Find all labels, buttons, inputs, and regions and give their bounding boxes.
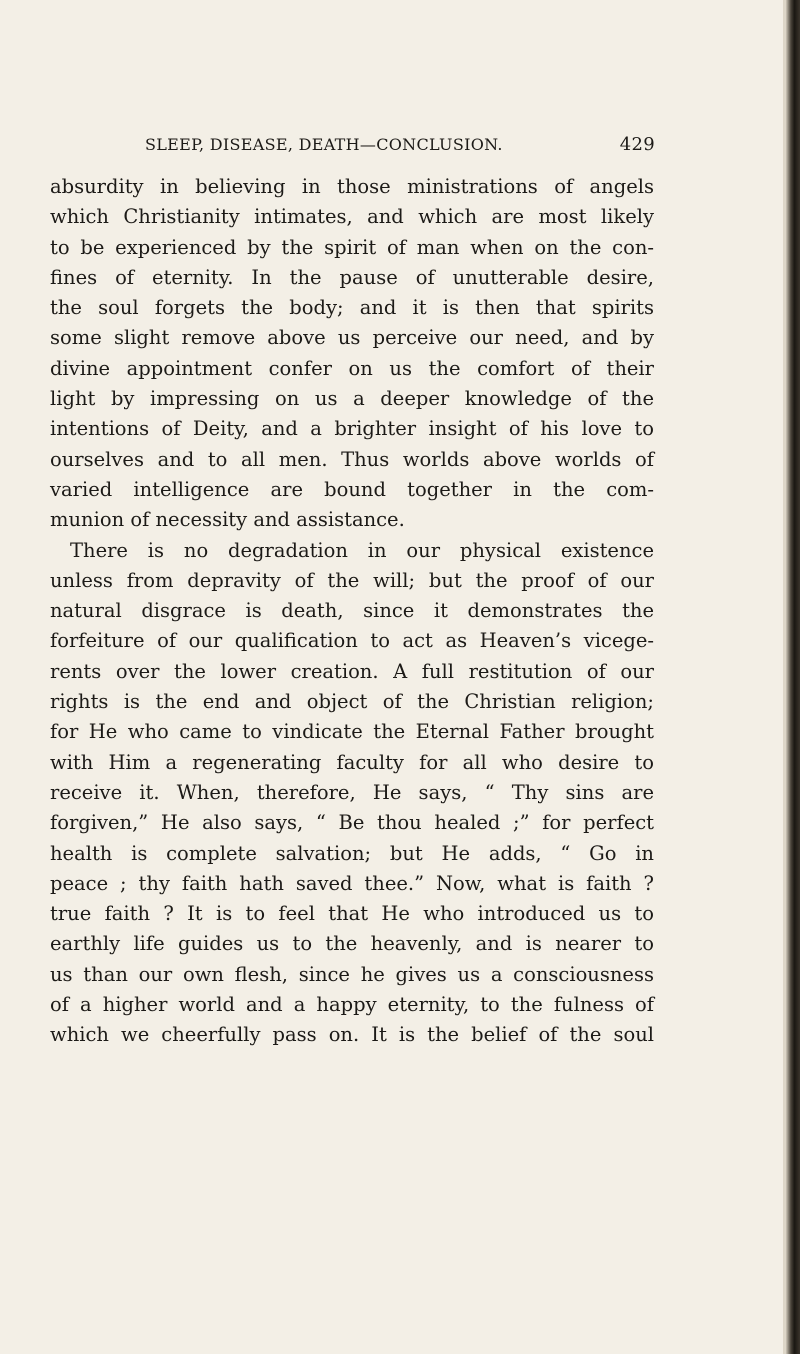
- text-line: fines of eternity. In the pause of unutterable desire,: [50, 265, 654, 289]
- text-line: earthly life guides us to the heavenly, and is nearer to: [50, 932, 654, 956]
- text-line: divine appointment confer on us the comfort of their: [50, 356, 654, 380]
- text-line: rents over the lower creation. A full restitution of our: [50, 659, 654, 683]
- text-line: some slight remove above us perceive our need, and by: [50, 326, 654, 350]
- text-line: of a higher world and a happy eternity, to the fulness of: [50, 993, 654, 1017]
- text-line: natural disgrace is death, since it demonstrates the: [50, 599, 654, 623]
- running-title: SLEEP, DISEASE, DEATH—CONCLUSION.: [145, 135, 503, 154]
- text-line: true faith ? It is to feel that He who introduced us to: [50, 902, 654, 926]
- text-line: ourselves and to all men. Thus worlds above worlds of: [50, 447, 654, 471]
- book-binding-edge: [786, 0, 800, 1354]
- text-line: peace ; thy faith hath saved thee.” Now, what is faith ?: [50, 871, 654, 895]
- text-line: varied intelligence are bound together in the com-: [50, 477, 654, 501]
- text-line: forfeiture of our qualification to act as Heaven’s vicege-: [50, 629, 654, 653]
- text-line: health is complete salvation; but He adds, “ Go in: [50, 841, 654, 865]
- text-line: absurdity in believing in those ministrations of angels: [50, 175, 654, 198]
- text-line: intentions of Deity, and a brighter insight of his love to: [50, 417, 654, 441]
- text-line: us than our own flesh, since he gives us a consciousness: [50, 962, 654, 986]
- running-head: [145, 134, 655, 160]
- text-line: forgiven,” He also says, “ Be thou healed ;” for perfect: [50, 811, 654, 835]
- text-line: to be experienced by the spirit of man when on the con-: [50, 235, 654, 259]
- text-line: with Him a regenerating faculty for all who desire to: [50, 750, 654, 774]
- paragraph-start-line: There is no degradation in our physical existence: [70, 538, 654, 562]
- text-line: receive it. When, therefore, He says, “ Thy sins are: [50, 780, 654, 804]
- text-line: light by impressing on us a deeper knowledge of the: [50, 387, 654, 411]
- text-line: unless from depravity of the will; but the proof of our: [50, 568, 654, 592]
- text-line: the soul forgets the body; and it is then that spirits: [50, 296, 654, 320]
- page-number: 429: [619, 134, 655, 155]
- body-text: [50, 172, 654, 1051]
- paragraph-end-line: munion of necessity and assistance.: [50, 508, 405, 532]
- text-line: rights is the end and object of the Christian religion;: [50, 690, 654, 714]
- text-line: for He who came to vindicate the Eternal Father brought: [50, 720, 654, 744]
- text-line: which we cheerfully pass on. It is the belief of the soul: [50, 1023, 654, 1047]
- text-line: which Christianity intimates, and which are most likely: [50, 205, 654, 229]
